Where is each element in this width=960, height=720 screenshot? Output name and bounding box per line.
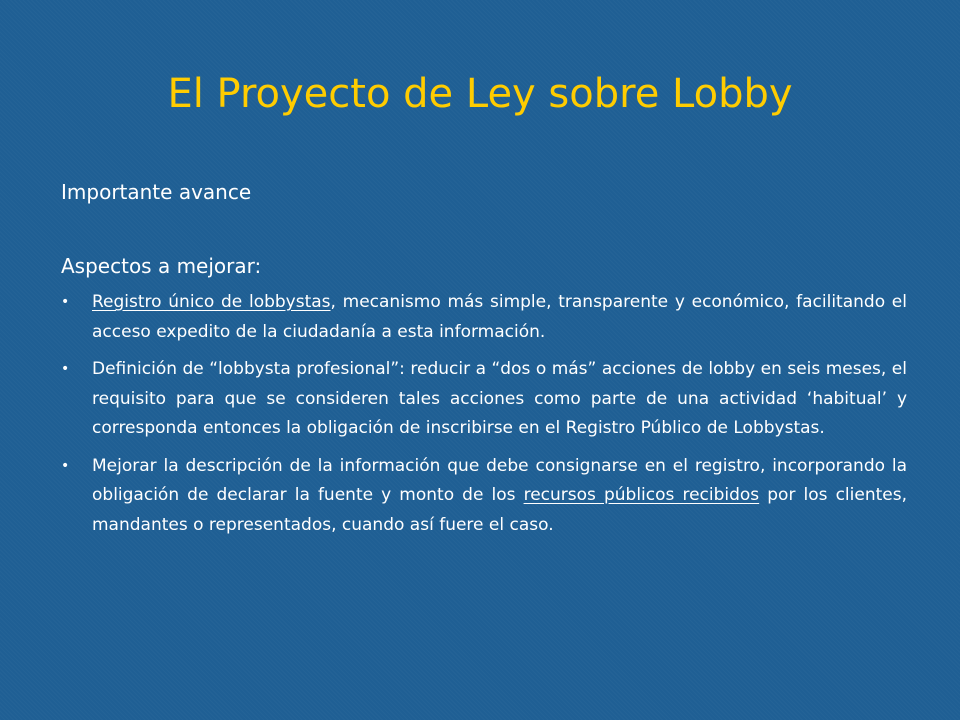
bullet-item-definicion: [61, 355, 907, 444]
bullet-underlined-text: Registro único de lobbystas: [92, 292, 331, 312]
bullet-text: Definición de “lobbysta profesional”: reducir a “dos o más” acciones de lobby en seis meses, el requisito para que se consideren tales acciones como parte de una actividad ‘habitual’ y corresponda entonces la obligación de inscribirse en el Registro Público de Lobbystas.: [92, 359, 907, 438]
bullet-list: [61, 288, 907, 548]
bullet-marker: •: [61, 294, 70, 310]
subtitle: Importante avance: [61, 180, 252, 204]
bullet-item-mejorar: [61, 452, 907, 541]
bullet-marker: •: [61, 457, 70, 474]
slide-title: El Proyecto de Ley sobre Lobby: [167, 71, 793, 117]
bullet-marker: •: [61, 361, 70, 377]
bullet-item-registro: [61, 288, 907, 347]
bullet-text: por los clientes, mandantes o representados, cuando así fuere el caso.: [92, 485, 907, 535]
bullet-text: , mecanismo más simple, transparente y económico, facilitando el acceso expedito de la ciudadanía a esta información.: [92, 292, 907, 342]
section-heading: Aspectos a mejorar:: [61, 254, 262, 278]
bullet-underlined-text: recursos públicos recibidos: [523, 485, 760, 505]
bullet-text: Mejorar la descripción de la información que debe consignarse en el registro, incorporando la obligación de declarar la fuente y monto de los: [92, 455, 907, 505]
